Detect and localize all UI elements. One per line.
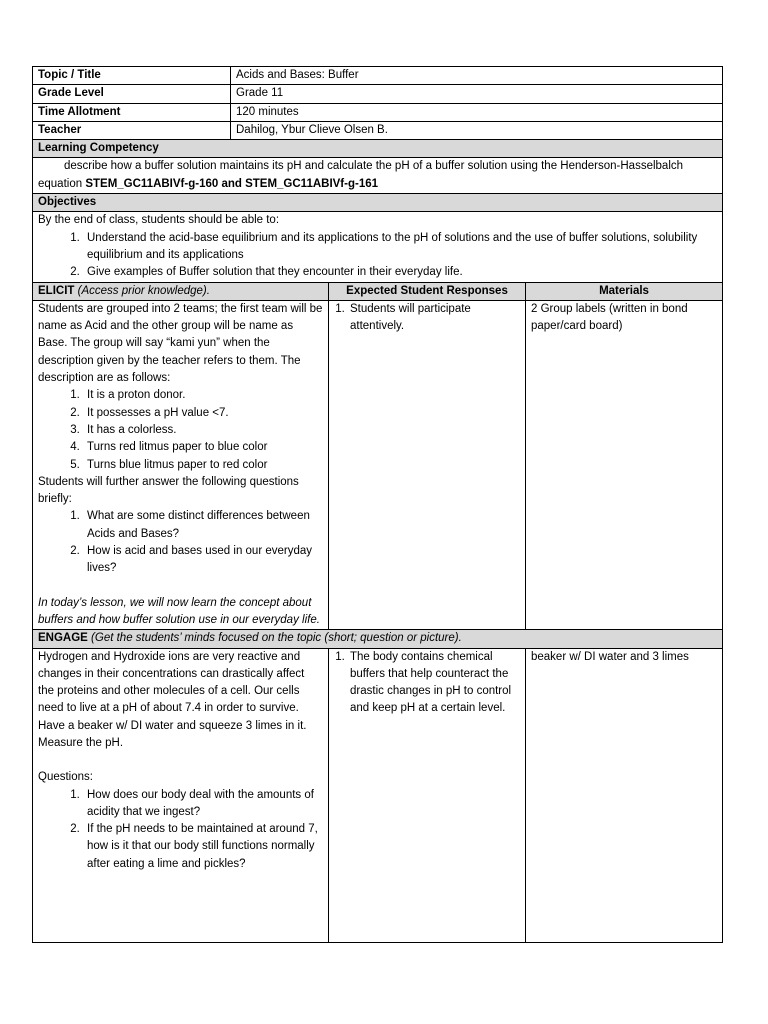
engage-responses [334,649,520,718]
competency-text: describe how a buffer solution maintains its pH and calculate the pH of a buffer solution using the Henderson-Hasselbalch equation [38,160,684,190]
responses-heading: Expected Student Responses [329,282,526,300]
teacher-label: Teacher [33,121,231,139]
elicit-header-row [33,282,723,300]
elicit-heading-note: (Access prior knowledge). [77,284,210,297]
grade-label: Grade Level [33,85,231,103]
competency-body [33,158,723,194]
response-item: 1. Students will participate attentively. [348,301,520,336]
response-item: 1. The body contains chemical buffers that help counteract the drastic changes in pH to control and keep pH at a certain level. [348,649,520,718]
elicit-heading [33,282,329,300]
grade-row [33,85,723,103]
objectives-body [33,212,723,282]
engage-response-cell [329,648,526,942]
materials-heading: Materials [526,282,723,300]
objectives-intro: By the end of class, students should be able to: [38,214,280,227]
question-item: 2. If the pH needs to be maintained at around 7, how is it that our body still functions normally after eating a lime and pickles? [83,821,323,873]
elicit-questions [38,508,323,577]
elicit-descriptions [38,387,323,473]
engage-activity [33,648,329,942]
grade-value: Grade 11 [231,85,723,103]
question-item: 1. How does our body deal with the amounts of acidity that we ingest? [83,787,323,822]
description-item: 2. It possesses a pH value <7. [83,405,323,422]
description-item: 1. It is a proton donor. [83,387,323,404]
competency-codes: STEM_GC11ABIVf-g-160 and STEM_GC11ABIVf-g-161 [85,177,379,190]
topic-label: Topic / Title [33,67,231,85]
teacher-value: Dahilog, Ybur Clieve Olsen B. [231,121,723,139]
time-value: 120 minutes [231,103,723,121]
elicit-closing: In today’s lesson, we will now learn the concept about buffers and how buffer solution use in our everyday life. [38,596,320,626]
engage-row [33,648,723,942]
lesson-plan [32,66,722,943]
objectives-heading: Objectives [33,194,723,212]
elicit-activity [33,300,329,629]
engage-questions [38,787,323,873]
description-item: 5. Turns blue litmus paper to red color [83,457,323,474]
description-item: 4. Turns red litmus paper to blue color [83,439,323,456]
engage-heading-label: ENGAGE [38,632,88,645]
elicit-intro: Students are grouped into 2 teams; the first team will be name as Acid and the other group will be name as Base. The group will say “kami yun” when the description given by the teacher refers to them. The description are as follows: [38,302,323,385]
engage-heading [33,630,723,648]
elicit-materials: 2 Group labels (written in bond paper/card board) [526,300,723,629]
lesson-plan-table [32,66,723,943]
question-item: 1. What are some distinct differences between Acids and Bases? [83,508,323,543]
elicit-row [33,300,723,629]
elicit-further: Students will further answer the following questions briefly: [38,475,299,506]
competency-heading: Learning Competency [33,140,723,158]
objectives-list [38,230,717,282]
question-item: 2. How is acid and bases used in our everyday lives? [83,543,323,578]
description-item: 3. It has a colorless. [83,422,323,439]
elicit-responses [334,301,520,336]
engage-intro: Hydrogen and Hydroxide ions are very reactive and changes in their concentrations can drastically affect the proteins and other molecules of a cell. Our cells need to live at a pH of about 7.4 in order to survive. Have a beaker w/ DI water and squeeze 3 limes in it. Measure the pH. [38,650,307,749]
elicit-response-cell [329,300,526,629]
engage-questions-label: Questions: [38,771,93,784]
objective-item: 1. Understand the acid-base equilibrium and its applications to the pH of solutions and the use of buffer solutions, solubility equilibrium and its applications [83,230,717,265]
elicit-heading-label: ELICIT [38,284,75,297]
topic-row [33,67,723,85]
time-row [33,103,723,121]
topic-value: Acids and Bases: Buffer [231,67,723,85]
objective-item: 2. Give examples of Buffer solution that they encounter in their everyday life. [83,264,717,281]
time-label: Time Allotment [33,103,231,121]
engage-materials: beaker w/ DI water and 3 limes [526,648,723,942]
teacher-row [33,121,723,139]
engage-heading-note: (Get the students’ minds focused on the topic (short; question or picture). [91,632,462,645]
